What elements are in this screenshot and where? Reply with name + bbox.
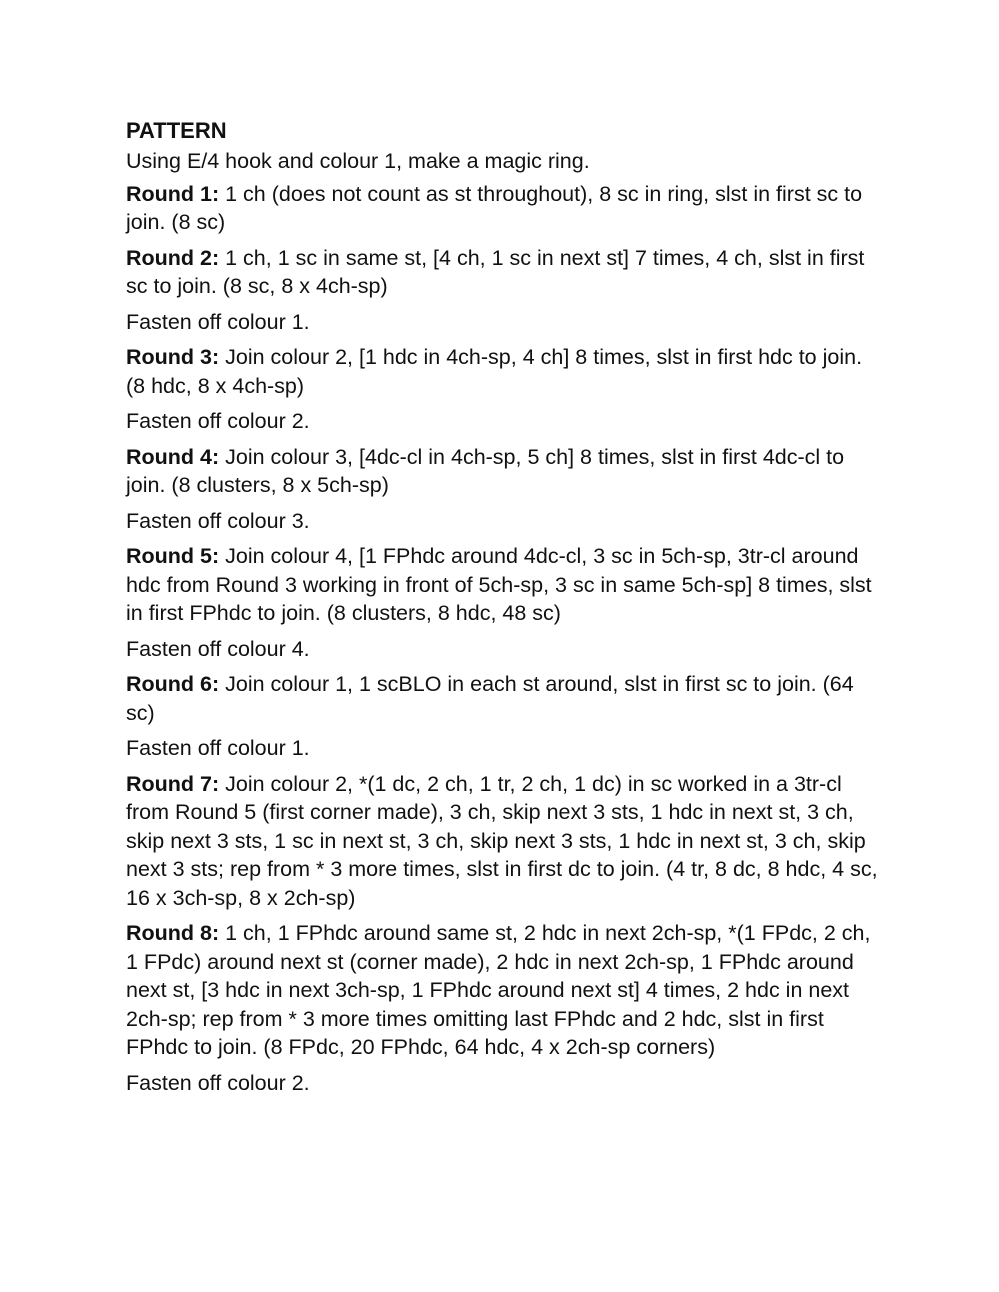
- round-text: Join colour 2, *(1 dc, 2 ch, 1 tr, 2 ch, 1 dc) in sc worked in a 3tr-cl from Round 5 (first corner made), 3 ch, skip next 3 sts, 1 hdc in next st, 3 ch, skip next 3 sts, 1 sc in next st, 3 ch, skip next 3 sts, 1 hdc in next st, 3 ch, skip next 3 sts; rep from * 3 more times, slst in first dc to join. (4 tr, 8 dc, 8 hdc, 4 sc, 16 x 3ch-sp, 8 x 2ch-sp): [126, 771, 878, 910]
- round-label: Round 3:: [126, 345, 220, 369]
- round-label: Round 6:: [126, 672, 220, 696]
- fasten-off-note: Fasten off colour 4.: [126, 636, 310, 661]
- round-label: Round 1:: [126, 181, 220, 206]
- round-label: Round 7:: [126, 771, 220, 796]
- fasten-off-note: Fasten off colour 1.: [126, 309, 310, 334]
- fasten-off-note: Fasten off colour 1.: [126, 736, 310, 760]
- round-label: Round 2:: [126, 245, 220, 270]
- round-label: Round 4:: [126, 444, 220, 469]
- round-5: [126, 542, 886, 628]
- round-text: 1 ch, 1 sc in same st, [4 ch, 1 sc in next st] 7 times, 4 ch, slst in first sc to join. (8 sc, 8 x 4ch-sp): [126, 245, 865, 298]
- round-text: 1 ch (does not count as st throughout), 8 sc in ring, slst in first sc to join. (8 sc): [126, 181, 863, 234]
- round-8: [126, 919, 886, 1062]
- round-text: Join colour 4, [1 FPhdc around 4dc-cl, 3 sc in 5ch-sp, 3tr-cl around hdc from Round 3 working in front of 5ch-sp, 3 sc in same 5ch-sp] 8 times, slst in first FPhdc to join. (8 clusters, 8 hdc, 48 sc): [126, 544, 872, 625]
- round-2: [126, 244, 886, 301]
- intro-text: Using E/4 hook and colour 1, make a magic ring.: [126, 149, 590, 173]
- fasten-off-note: Fasten off colour 2.: [126, 1070, 310, 1095]
- round-text: Join colour 1, 1 scBLO in each st around, slst in first sc to join. (64 sc): [126, 672, 854, 725]
- round-text: Join colour 2, [1 hdc in 4ch-sp, 4 ch] 8 times, slst in first hdc to join. (8 hdc, 8 x 4ch-sp): [126, 345, 863, 398]
- round-text: 1 ch, 1 FPhdc around same st, 2 hdc in next 2ch-sp, *(1 FPdc, 2 ch, 1 FPdc) around next st (corner made), 2 hdc in next 2ch-sp, 1 FPhdc around next st, [3 hdc in next 3ch-sp, 1 FPhdc around next st] 4 times, 2 hdc in next 2ch-sp; rep from * 3 more times omitting last FPhdc and 2 hdc, slst in first FPhdc to join. (8 FPdc, 20 FPhdc, 64 hdc, 4 x 2ch-sp corners): [126, 921, 871, 1059]
- fasten-off-note: Fasten off colour 2.: [126, 409, 310, 433]
- round-text: Join colour 3, [4dc-cl in 4ch-sp, 5 ch] 8 times, slst in first 4dc-cl to join. (8 clusters, 8 x 5ch-sp): [126, 444, 845, 497]
- round-label: Round 8:: [126, 921, 220, 945]
- round-7: [126, 770, 886, 913]
- fasten-off-note: Fasten off colour 3.: [126, 508, 310, 533]
- pattern-page: [126, 116, 886, 1104]
- round-6: [126, 670, 886, 727]
- round-3: [126, 343, 886, 400]
- round-label: Round 5:: [126, 544, 220, 568]
- round-4: [126, 443, 886, 500]
- round-1: [126, 180, 886, 237]
- section-heading: PATTERN: [126, 118, 227, 143]
